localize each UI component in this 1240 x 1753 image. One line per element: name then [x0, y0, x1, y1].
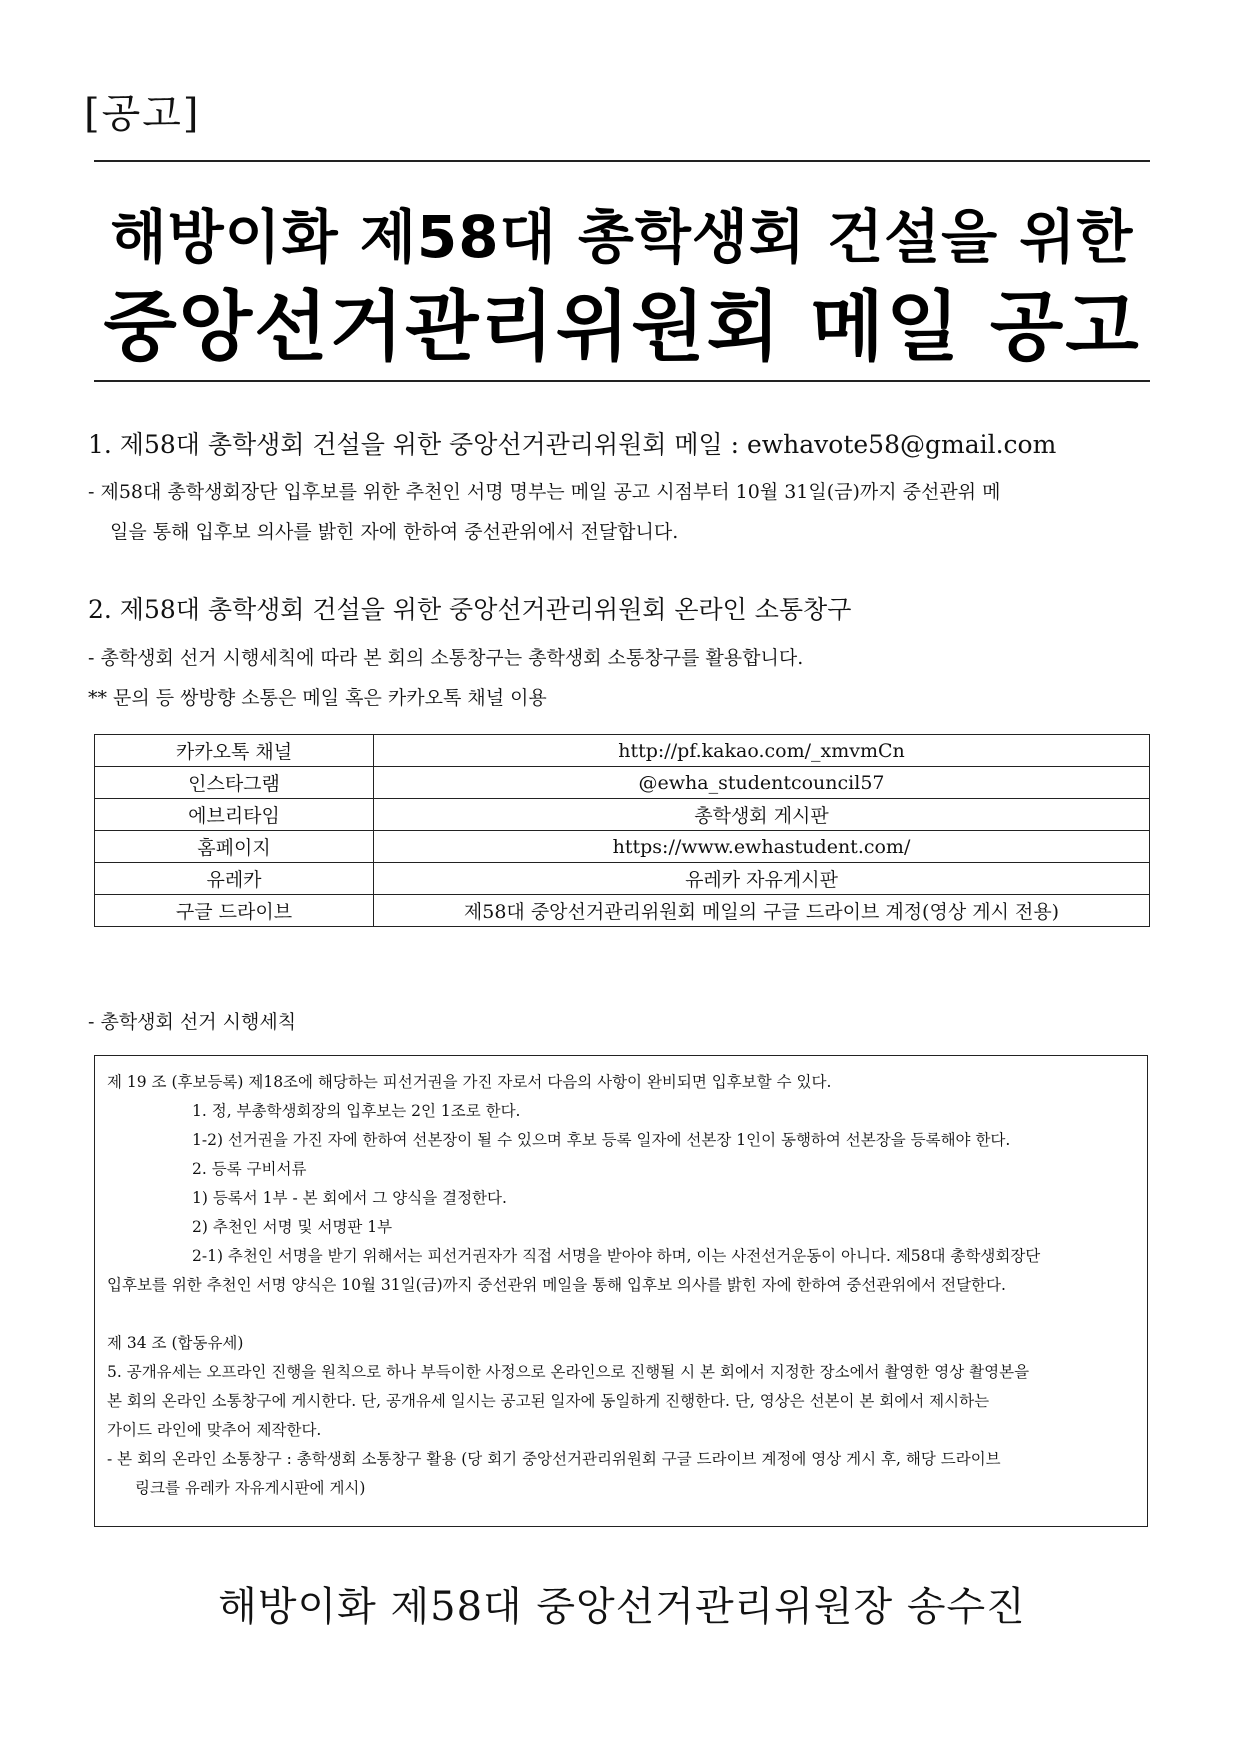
section1-heading: 1. 제58대 총학생회 건설을 위한 중앙선거관리위원회 메일 : ewhavote58@gmail.com	[88, 430, 1057, 459]
rule-item: 1. 정, 부총학생회장의 입후보는 2인 1조로 한다.	[192, 1102, 521, 1120]
channel-value: 총학생회 게시판	[374, 799, 1150, 831]
rule-item: 2-1) 추천인 서명을 받기 위해서는 피선거권자가 직접 서명을 받아야 하며, 이는 사전선거운동이 아니다. 제58대 총학생회장단	[192, 1247, 1041, 1265]
channels-table	[94, 734, 1150, 927]
channel-value: @ewha_studentcouncil57	[374, 767, 1150, 799]
channel-value: https://www.ewhastudent.com/	[374, 831, 1150, 863]
bottom-divider	[94, 380, 1150, 382]
rule-note: 링크를 유레카 자유게시판에 게시)	[135, 1479, 366, 1497]
channel-name: 홈페이지	[95, 831, 374, 863]
table-row	[95, 767, 1150, 799]
channel-value: 제58대 중앙선거관리위원회 메일의 구글 드라이브 계정(영상 게시 전용)	[374, 895, 1150, 927]
section2-body-line2: ** 문의 등 쌍방향 소통은 메일 혹은 카카오톡 채널 이용	[88, 687, 547, 709]
section1-body-line2: 일을 통해 입후보 의사를 밝힌 자에 한하여 중선관위에서 전달합니다.	[110, 521, 679, 543]
notice-label: [공고]	[84, 91, 201, 137]
rule-item: 2. 등록 구비서류	[192, 1160, 307, 1178]
rule-item: 입후보를 위한 추천인 서명 양식은 10월 31일(금)까지 중선관위 메일을 통해 입후보 의사를 밝힌 자에 한하여 중선관위에서 전달한다.	[107, 1276, 1006, 1294]
table-row	[95, 735, 1150, 767]
channel-name: 유레카	[95, 863, 374, 895]
section2-body-line1: - 총학생회 선거 시행세칙에 따라 본 회의 소통창구는 총학생회 소통창구를 활용합니다.	[88, 647, 804, 669]
rule-item: 본 회의 온라인 소통창구에 게시한다. 단, 공개유세 일시는 공고된 일자에 동일하게 진행한다. 단, 영상은 선본이 본 회에서 제시하는	[107, 1392, 990, 1410]
rules-heading: - 총학생회 선거 시행세칙	[88, 1011, 297, 1033]
channel-name: 에브리타임	[95, 799, 374, 831]
channel-value: 유레카 자유게시판	[374, 863, 1150, 895]
table-row	[95, 831, 1150, 863]
title-line-1: 해방이화 제58대 총학생회 건설을 위한	[110, 203, 1134, 271]
section2-heading: 2. 제58대 총학생회 건설을 위한 중앙선거관리위원회 온라인 소통창구	[88, 595, 852, 624]
channel-value: http://pf.kakao.com/_xmvmCn	[374, 735, 1150, 767]
rule-item: 2) 추천인 서명 및 서명판 1부	[192, 1218, 393, 1236]
section1-body-line1: - 제58대 총학생회장단 입후보를 위한 추천인 서명 명부는 메일 공고 시점부터 10월 31일(금)까지 중선관위 메	[88, 481, 1001, 503]
article-19: 제 19 조 (후보등록) 제18조에 해당하는 피선거권을 가진 자로서 다음의 사항이 완비되면 입후보할 수 있다.	[107, 1073, 832, 1091]
rule-item: 가이드 라인에 맞추어 제작한다.	[107, 1421, 322, 1439]
spacer	[107, 1300, 1135, 1329]
signature: 해방이화 제58대 중앙선거관리위원장 송수진	[218, 1584, 1026, 1630]
channel-name: 인스타그램	[95, 767, 374, 799]
rule-note: - 본 회의 온라인 소통창구 : 총학생회 소통창구 활용 (당 회기 중앙선거관리위원회 구글 드라이브 계정에 영상 게시 후, 해당 드라이브	[107, 1450, 1001, 1468]
title-line-2: 중앙선거관리위원회 메일 공고	[103, 282, 1141, 371]
rule-item: 1-2) 선거권을 가진 자에 한하여 선본장이 될 수 있으며 후보 등록 일자에 선본장 1인이 동행하여 선본장을 등록해야 한다.	[192, 1131, 1011, 1149]
rule-item: 1) 등록서 1부 - 본 회에서 그 양식을 결정한다.	[192, 1189, 507, 1207]
table-row	[95, 895, 1150, 927]
rules-box	[94, 1055, 1148, 1527]
table-row	[95, 799, 1150, 831]
channel-name: 구글 드라이브	[95, 895, 374, 927]
rule-item: 5. 공개유세는 오프라인 진행을 원칙으로 하나 부득이한 사정으로 온라인으로 진행될 시 본 회에서 지정한 장소에서 촬영한 영상 촬영본을	[107, 1363, 1030, 1381]
table-row	[95, 863, 1150, 895]
section1-body	[88, 472, 1158, 552]
section2-body	[88, 638, 1158, 718]
article-34: 제 34 조 (합동유세)	[107, 1334, 244, 1352]
top-divider	[94, 160, 1150, 162]
channel-name: 카카오톡 채널	[95, 735, 374, 767]
